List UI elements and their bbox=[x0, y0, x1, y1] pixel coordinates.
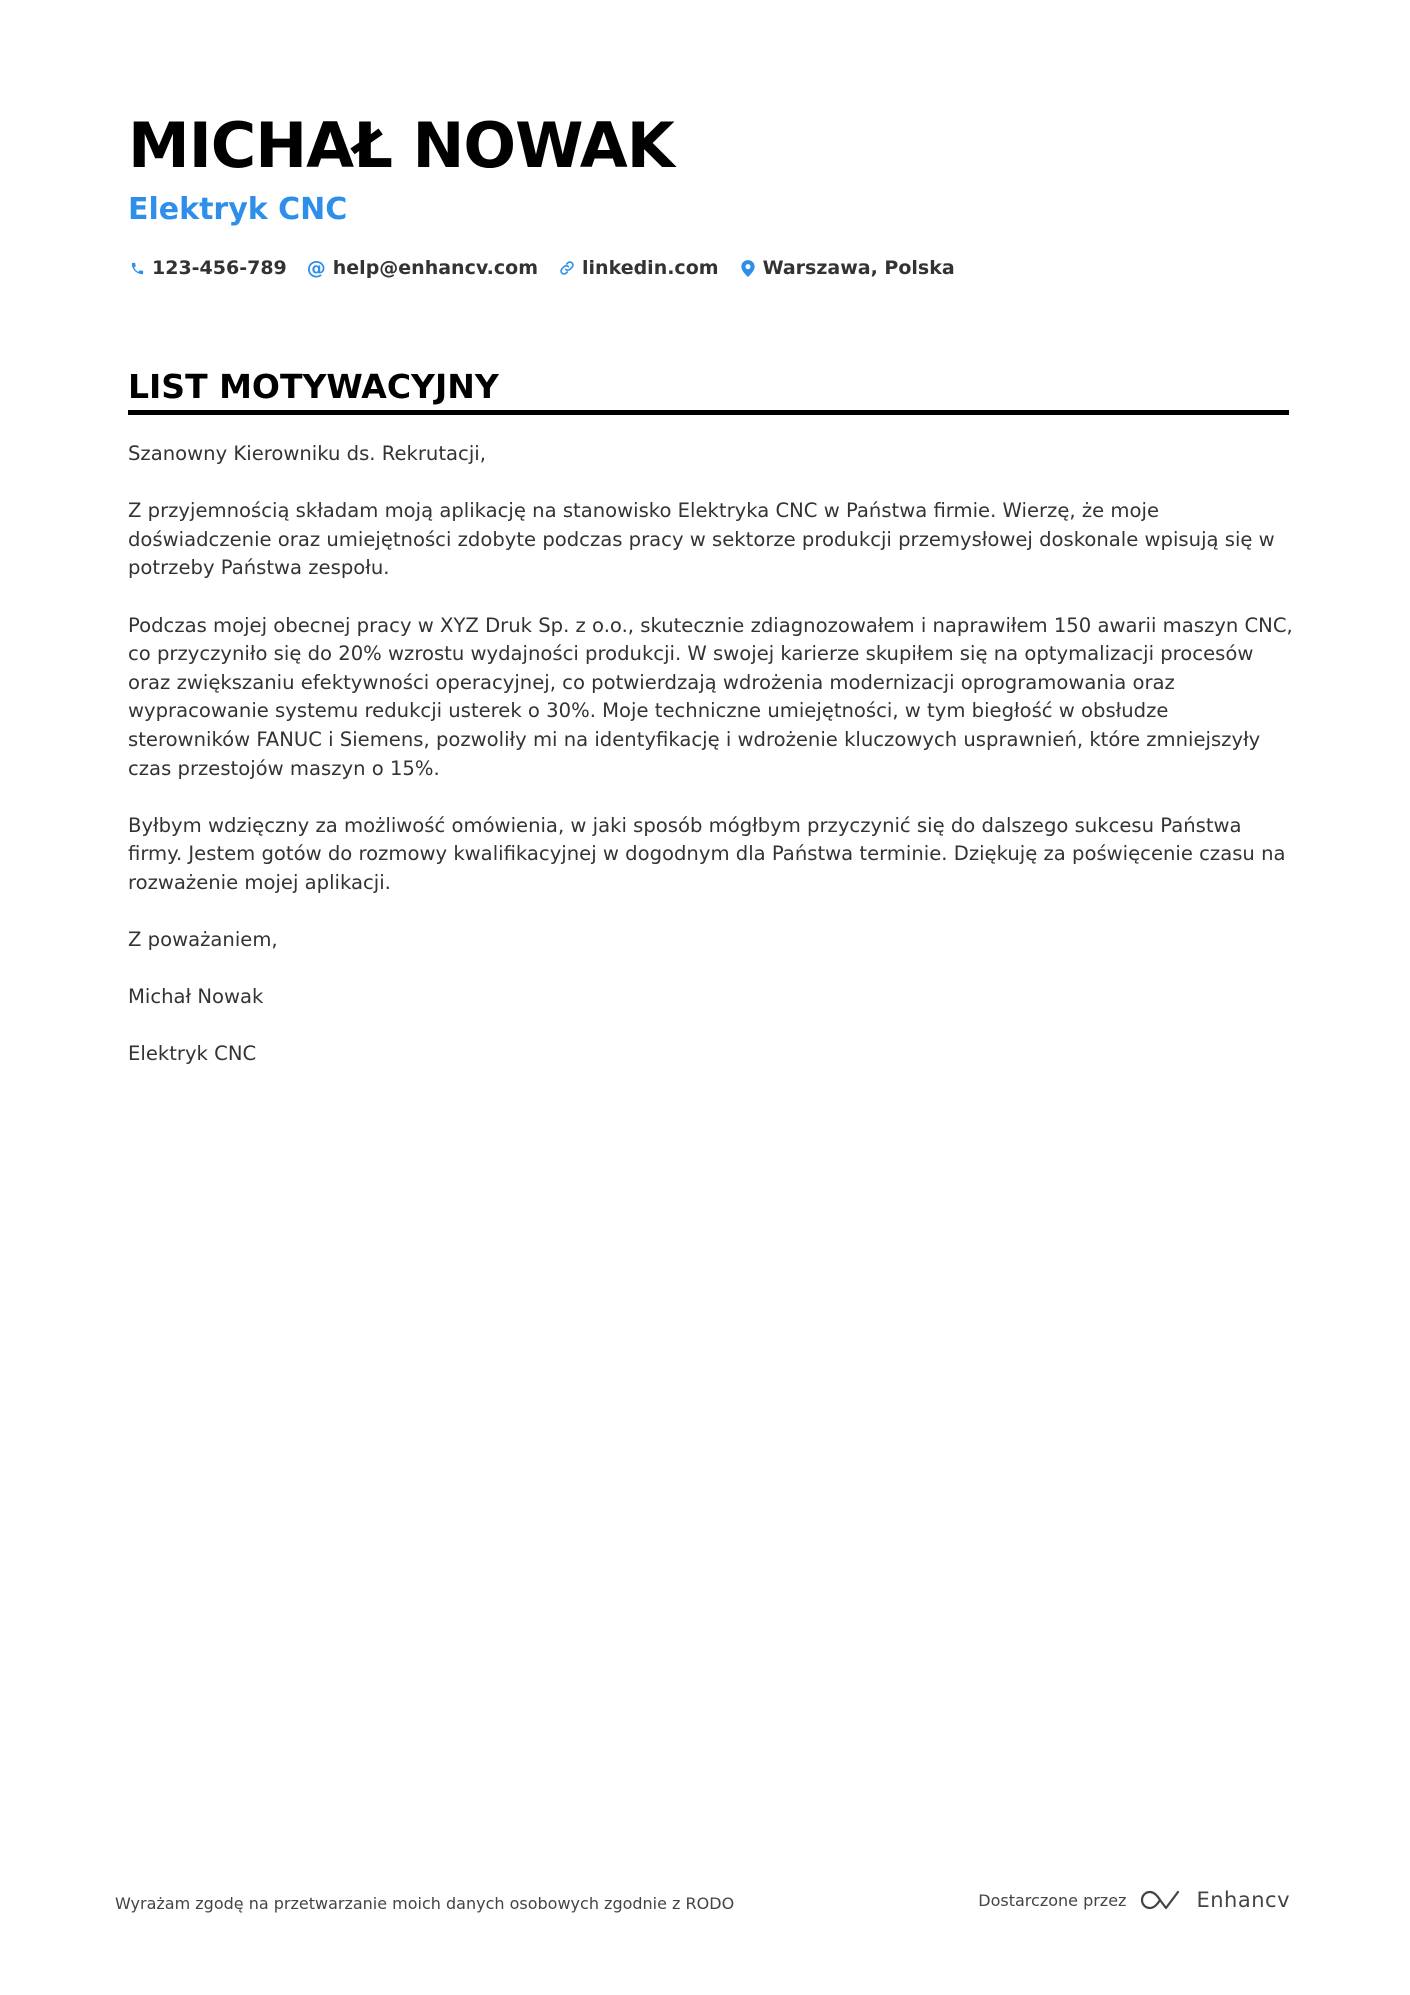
contact-phone-text: 123-456-789 bbox=[152, 257, 287, 279]
candidate-job-title: Elektryk CNC bbox=[128, 192, 348, 227]
candidate-name: MICHAŁ NOWAK bbox=[128, 109, 674, 182]
phone-icon bbox=[128, 259, 146, 277]
contact-email-text: help@enhancv.com bbox=[332, 257, 539, 279]
contact-bar bbox=[128, 254, 975, 282]
letter-paragraph: Z przyjemnością składam moją aplikację na stanowisko Elektryka CNC w Państwa firmie. Wierzę, że moje doświadczenie oraz umiejętności zdobyte podczas pracy w sektorze produkcji przemysłowej doskonale wpisują się w potrzeby Państwa zespołu. bbox=[128, 499, 1275, 580]
signature-name: Michał Nowak bbox=[128, 985, 264, 1009]
contact-linkedin bbox=[558, 257, 719, 279]
provided-by-label: Dostarczone przez bbox=[978, 1890, 1127, 1910]
section-title: LIST MOTYWACYJNY bbox=[128, 367, 499, 406]
contact-phone bbox=[128, 257, 287, 279]
letter-paragraph: Podczas mojej obecnej pracy w XYZ Druk Sp. z o.o., skutecznie zdiagnozowałem i naprawiłem 150 awarii maszyn CNC, co przyczyniło się do 20% wzrostu wydajności produkcji. W swojej karierze skupiłem się na optymalizacji procesów oraz zwiększaniu efektywności operacyjnej, co potwierdzają wdrożenia modernizacji oprogramowania oraz wypracowanie systemu redukcji usterek o 30%. Moje techniczne umiejętności, w tym biegłość w obsłudze sterowników FANUC i Siemens, pozwoliły mi na identyfikację i wdrożenie kluczowych usprawnień, które zmniejszyły czas przestojów maszyn o 15%. bbox=[128, 613, 1293, 780]
contact-location-text: Warszawa, Polska bbox=[762, 257, 955, 279]
signature-title: Elektryk CNC bbox=[128, 1042, 257, 1066]
at-icon: @ bbox=[306, 257, 326, 279]
section-divider bbox=[128, 410, 1289, 415]
enhancv-logo-icon bbox=[1138, 1888, 1184, 1912]
location-pin-icon bbox=[739, 259, 757, 277]
letter-closing: Z poważaniem, bbox=[128, 928, 278, 952]
contact-location bbox=[739, 257, 955, 279]
letter-paragraph: Byłbym wdzięczny za możliwość omówienia, w jaki sposób mógłbym przyczynić się do dalszego sukcesu Państwa firmy. Jestem gotów do rozmowy kwalifikacyjnej w dogodnym dla Państwa terminie. Dziękuję za poświęcenie czasu na rozważenie mojej aplikacji. bbox=[128, 813, 1286, 894]
gdpr-consent: Wyrażam zgodę na przetwarzanie moich danych osobowych zgodnie z RODO bbox=[115, 1894, 735, 1913]
contact-linkedin-text: linkedin.com bbox=[582, 257, 719, 279]
link-icon bbox=[558, 259, 576, 277]
letter-body bbox=[128, 440, 1293, 1098]
contact-email bbox=[307, 257, 538, 279]
footer-branding bbox=[978, 1888, 1290, 1912]
letter-greeting: Szanowny Kierowniku ds. Rekrutacji, bbox=[128, 442, 486, 465]
enhancv-brand-name: Enhancv bbox=[1196, 1888, 1290, 1912]
